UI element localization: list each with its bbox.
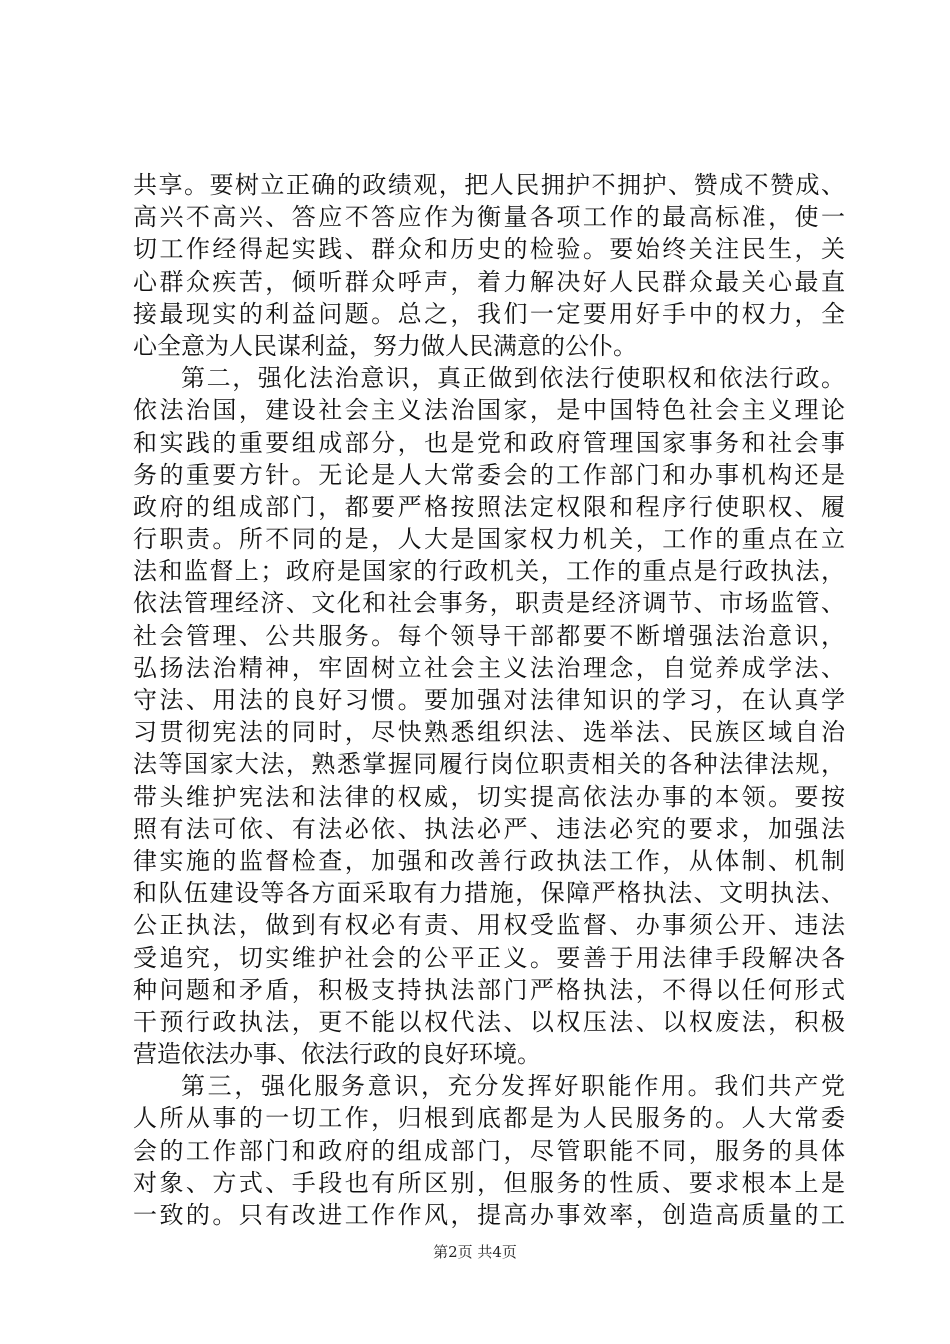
text-line: 第三，强化服务意识，充分发挥好职能作用。我们共产党	[181, 1072, 845, 1101]
text-line: 人所从事的一切工作，归根到底都是为人民服务的。人大常委	[133, 1104, 845, 1133]
text-line: 共享。要树立正确的政绩观，把人民拥护不拥护、赞成不赞成、	[133, 171, 845, 199]
text-line: 法等国家大法，熟悉掌握同履行岗位职责相关的各种法律法规，	[133, 750, 845, 779]
text-line: 切工作经得起实践、群众和历史的检验。要始终关注民生，关	[133, 235, 845, 264]
text-line: 对象、方式、手段也有所区别，但服务的性质、要求根本上是	[133, 1168, 845, 1197]
text-line: 心群众疾苦，倾听群众呼声，着力解决好人民群众最关心最直	[133, 267, 845, 296]
text-line: 务的重要方针。无论是人大常委会的工作部门和办事机构还是	[133, 460, 845, 489]
text-line: 社会管理、公共服务。每个领导干部都要不断增强法治意识，	[133, 621, 845, 650]
text-line: 接最现实的利益问题。总之，我们一定要用好手中的权力，全	[133, 299, 845, 328]
text-line: 弘扬法治精神，牢固树立社会主义法治理念，自觉养成学法、	[133, 653, 845, 682]
text-line: 高兴不高兴、答应不答应作为衡量各项工作的最高标准，使一	[133, 203, 845, 232]
text-line: 和队伍建设等各方面采取有力措施，保障严格执法、文明执法、	[133, 879, 845, 908]
text-line: 种问题和矛盾，积极支持执法部门严格执法，不得以任何形式	[133, 975, 845, 1004]
body-text	[133, 169, 845, 1231]
text-line: 带头维护宪法和法律的权威，切实提高依法办事的本领。要按	[133, 782, 845, 811]
text-line: 政府的组成部门，都要严格按照法定权限和程序行使职权、履	[133, 492, 845, 521]
text-line: 律实施的监督检查，加强和改善行政执法工作，从体制、机制	[133, 846, 845, 875]
text-line: 营造依法办事、依法行政的良好环境。	[133, 1040, 541, 1069]
text-line: 行职责。所不同的是，人大是国家权力机关，工作的重点在立	[133, 525, 845, 554]
text-line: 第二，强化法治意识，真正做到依法行使职权和依法行政。	[181, 364, 845, 393]
text-line: 和实践的重要组成部分，也是党和政府管理国家事务和社会事	[133, 428, 845, 457]
text-line: 依法治国，建设社会主义法治国家，是中国特色社会主义理论	[133, 396, 845, 425]
text-line: 守法、用法的良好习惯。要加强对法律知识的学习，在认真学	[133, 686, 845, 714]
text-line: 习贯彻宪法的同时，尽快熟悉组织法、选举法、民族区域自治	[133, 718, 845, 747]
text-line: 一致的。只有改进工作作风，提高办事效率，创造高质量的工	[133, 1201, 845, 1229]
text-line: 照有法可依、有法必依、执法必严、违法必究的要求，加强法	[133, 814, 845, 843]
text-line: 公正执法，做到有权必有责、用权受监督、办事须公开、违法	[133, 911, 845, 940]
text-line: 会的工作部门和政府的组成部门，尽管职能不同，服务的具体	[133, 1136, 845, 1165]
text-line: 心全意为人民谋利益，努力做人民满意的公仆。	[133, 331, 637, 360]
page-footer: 第2页 共4页	[433, 1243, 517, 1261]
text-line: 受追究，切实维护社会的公平正义。要善于用法律手段解决各	[133, 943, 845, 972]
text-line: 干预行政执法，更不能以权代法、以权压法、以权废法，积极	[133, 1007, 845, 1036]
text-line: 法和监督上；政府是国家的行政机关，工作的重点是行政执法，	[133, 557, 845, 586]
text-line: 依法管理经济、文化和社会事务，职责是经济调节、市场监管、	[133, 589, 845, 618]
